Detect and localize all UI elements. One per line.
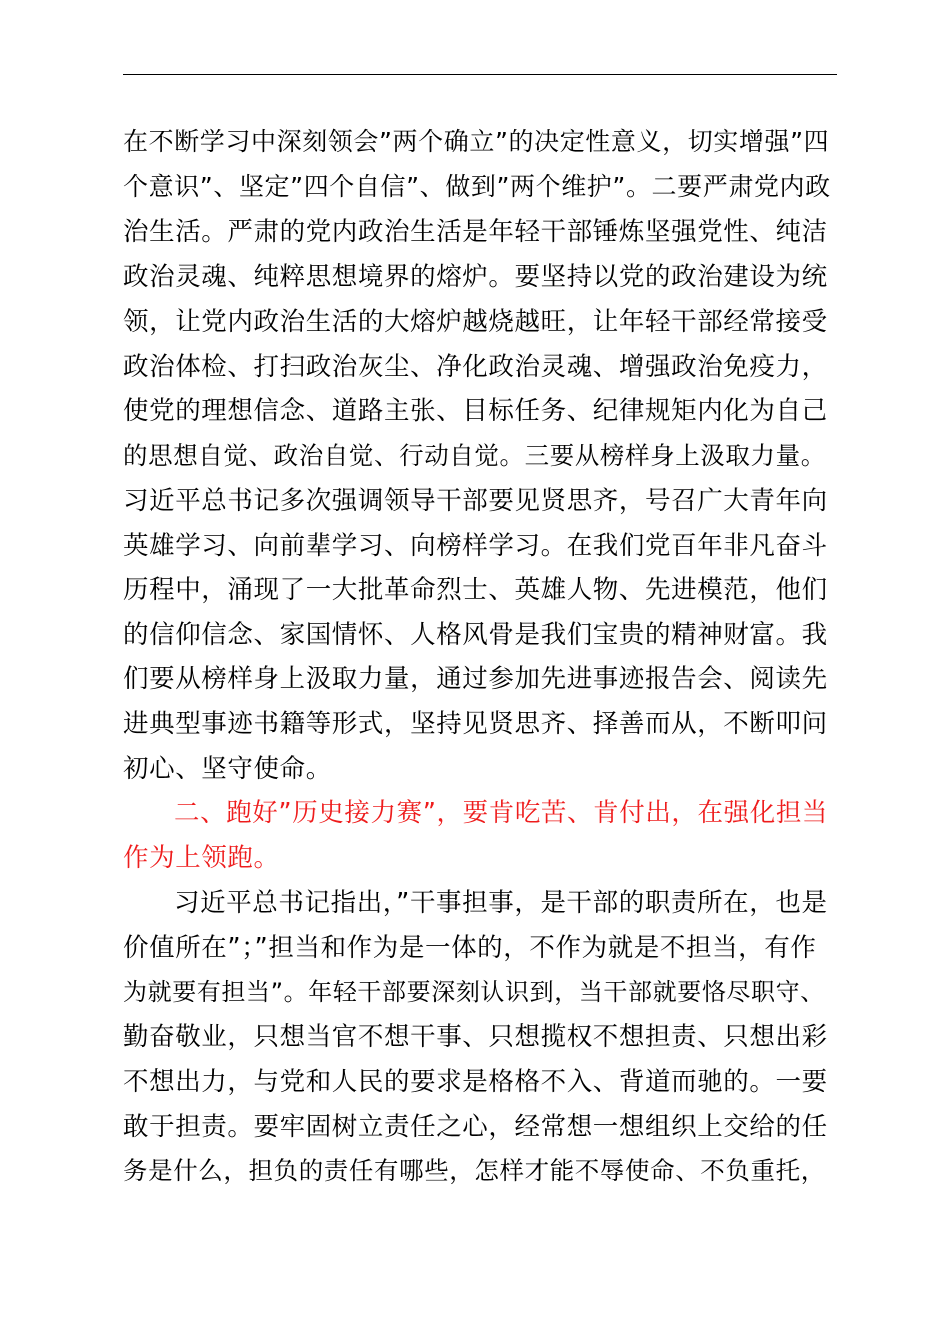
paragraph-1-line: 政治体检、打扫政治灰尘、净化政治灵魂、增强政治免疫力，	[123, 352, 828, 382]
paragraph-1-line: 政治灵魂、纯粹思想境界的熔炉。要坚持以党的政治建设为统	[123, 262, 828, 292]
header-rule	[123, 74, 837, 75]
paragraph-1-line: 的思想自觉、政治自觉、行动自觉。三要从榜样身上汲取力量。	[123, 441, 826, 470]
paragraph-1-line: 历程中，涌现了一大批革命烈士、英雄人物、先进模范，他们	[123, 575, 828, 605]
paragraph-1-line: 治生活。严肃的党内政治生活是年轻干部锤炼坚强党性、纯洁	[123, 217, 828, 247]
paragraph-1-line: 们要从榜样身上汲取力量，通过参加先进事迹报告会、阅读先	[123, 664, 828, 694]
paragraph-1-line: 领，让党内政治生活的大熔炉越烧越旺，让年轻干部经常接受	[123, 307, 828, 337]
paragraph-1-line: 使党的理想信念、道路主张、目标任务、纪律规矩内化为自己	[123, 396, 828, 426]
paragraph-1-line: 习近平总书记多次强调领导干部要见贤思齐，号召广大青年向	[123, 486, 828, 516]
section-heading-line: 二、跑好”历史接力赛”，要肯吃苦、肯付出，在强化担当	[174, 798, 829, 828]
paragraph-1-line: 进典型事迹书籍等形式，坚持见贤思齐、择善而从，不断叩问	[123, 709, 828, 739]
paragraph-2-line: 价值所在”；”担当和作为是一体的，不作为就是不担当，有作	[123, 933, 817, 963]
paragraph-2-line: 敢于担责。要牢固树立责任之心，经常想一想组织上交给的任	[123, 1112, 828, 1142]
paragraph-2-line: 习近平总书记指出，”干事担事，是干部的职责所在，也是	[174, 888, 828, 918]
paragraph-2-line: 不想出力，与党和人民的要求是格格不入、背道而驰的。一要	[123, 1067, 828, 1097]
paragraph-1-line: 初心、坚守使命。	[123, 754, 332, 784]
paragraph-1-line: 英雄学习、向前辈学习、向榜样学习。在我们党百年非凡奋斗	[123, 531, 828, 561]
paragraph-2-line: 务是什么，担负的责任有哪些，怎样才能不辱使命、不负重托，	[123, 1156, 826, 1185]
paragraph-1-line: 个意识”、坚定”四个自信”、做到”两个维护”。二要严肃党内政	[123, 172, 831, 201]
paragraph-2-line: 为就要有担当”。年轻干部要深刻认识到，当干部就要恪尽职守、	[123, 978, 825, 1006]
paragraph-1-line: 在不断学习中深刻领会”两个确立”的决定性意义，切实增强”四	[123, 127, 830, 156]
paragraph-1-line: 的信仰信念、家国情怀、人格风骨是我们宝贵的精神财富。我	[123, 620, 828, 650]
section-heading-line: 作为上领跑。	[123, 843, 280, 873]
paragraph-2-line: 勤奋敬业，只想当官不想干事、只想揽权不想担责、只想出彩	[123, 1022, 828, 1052]
